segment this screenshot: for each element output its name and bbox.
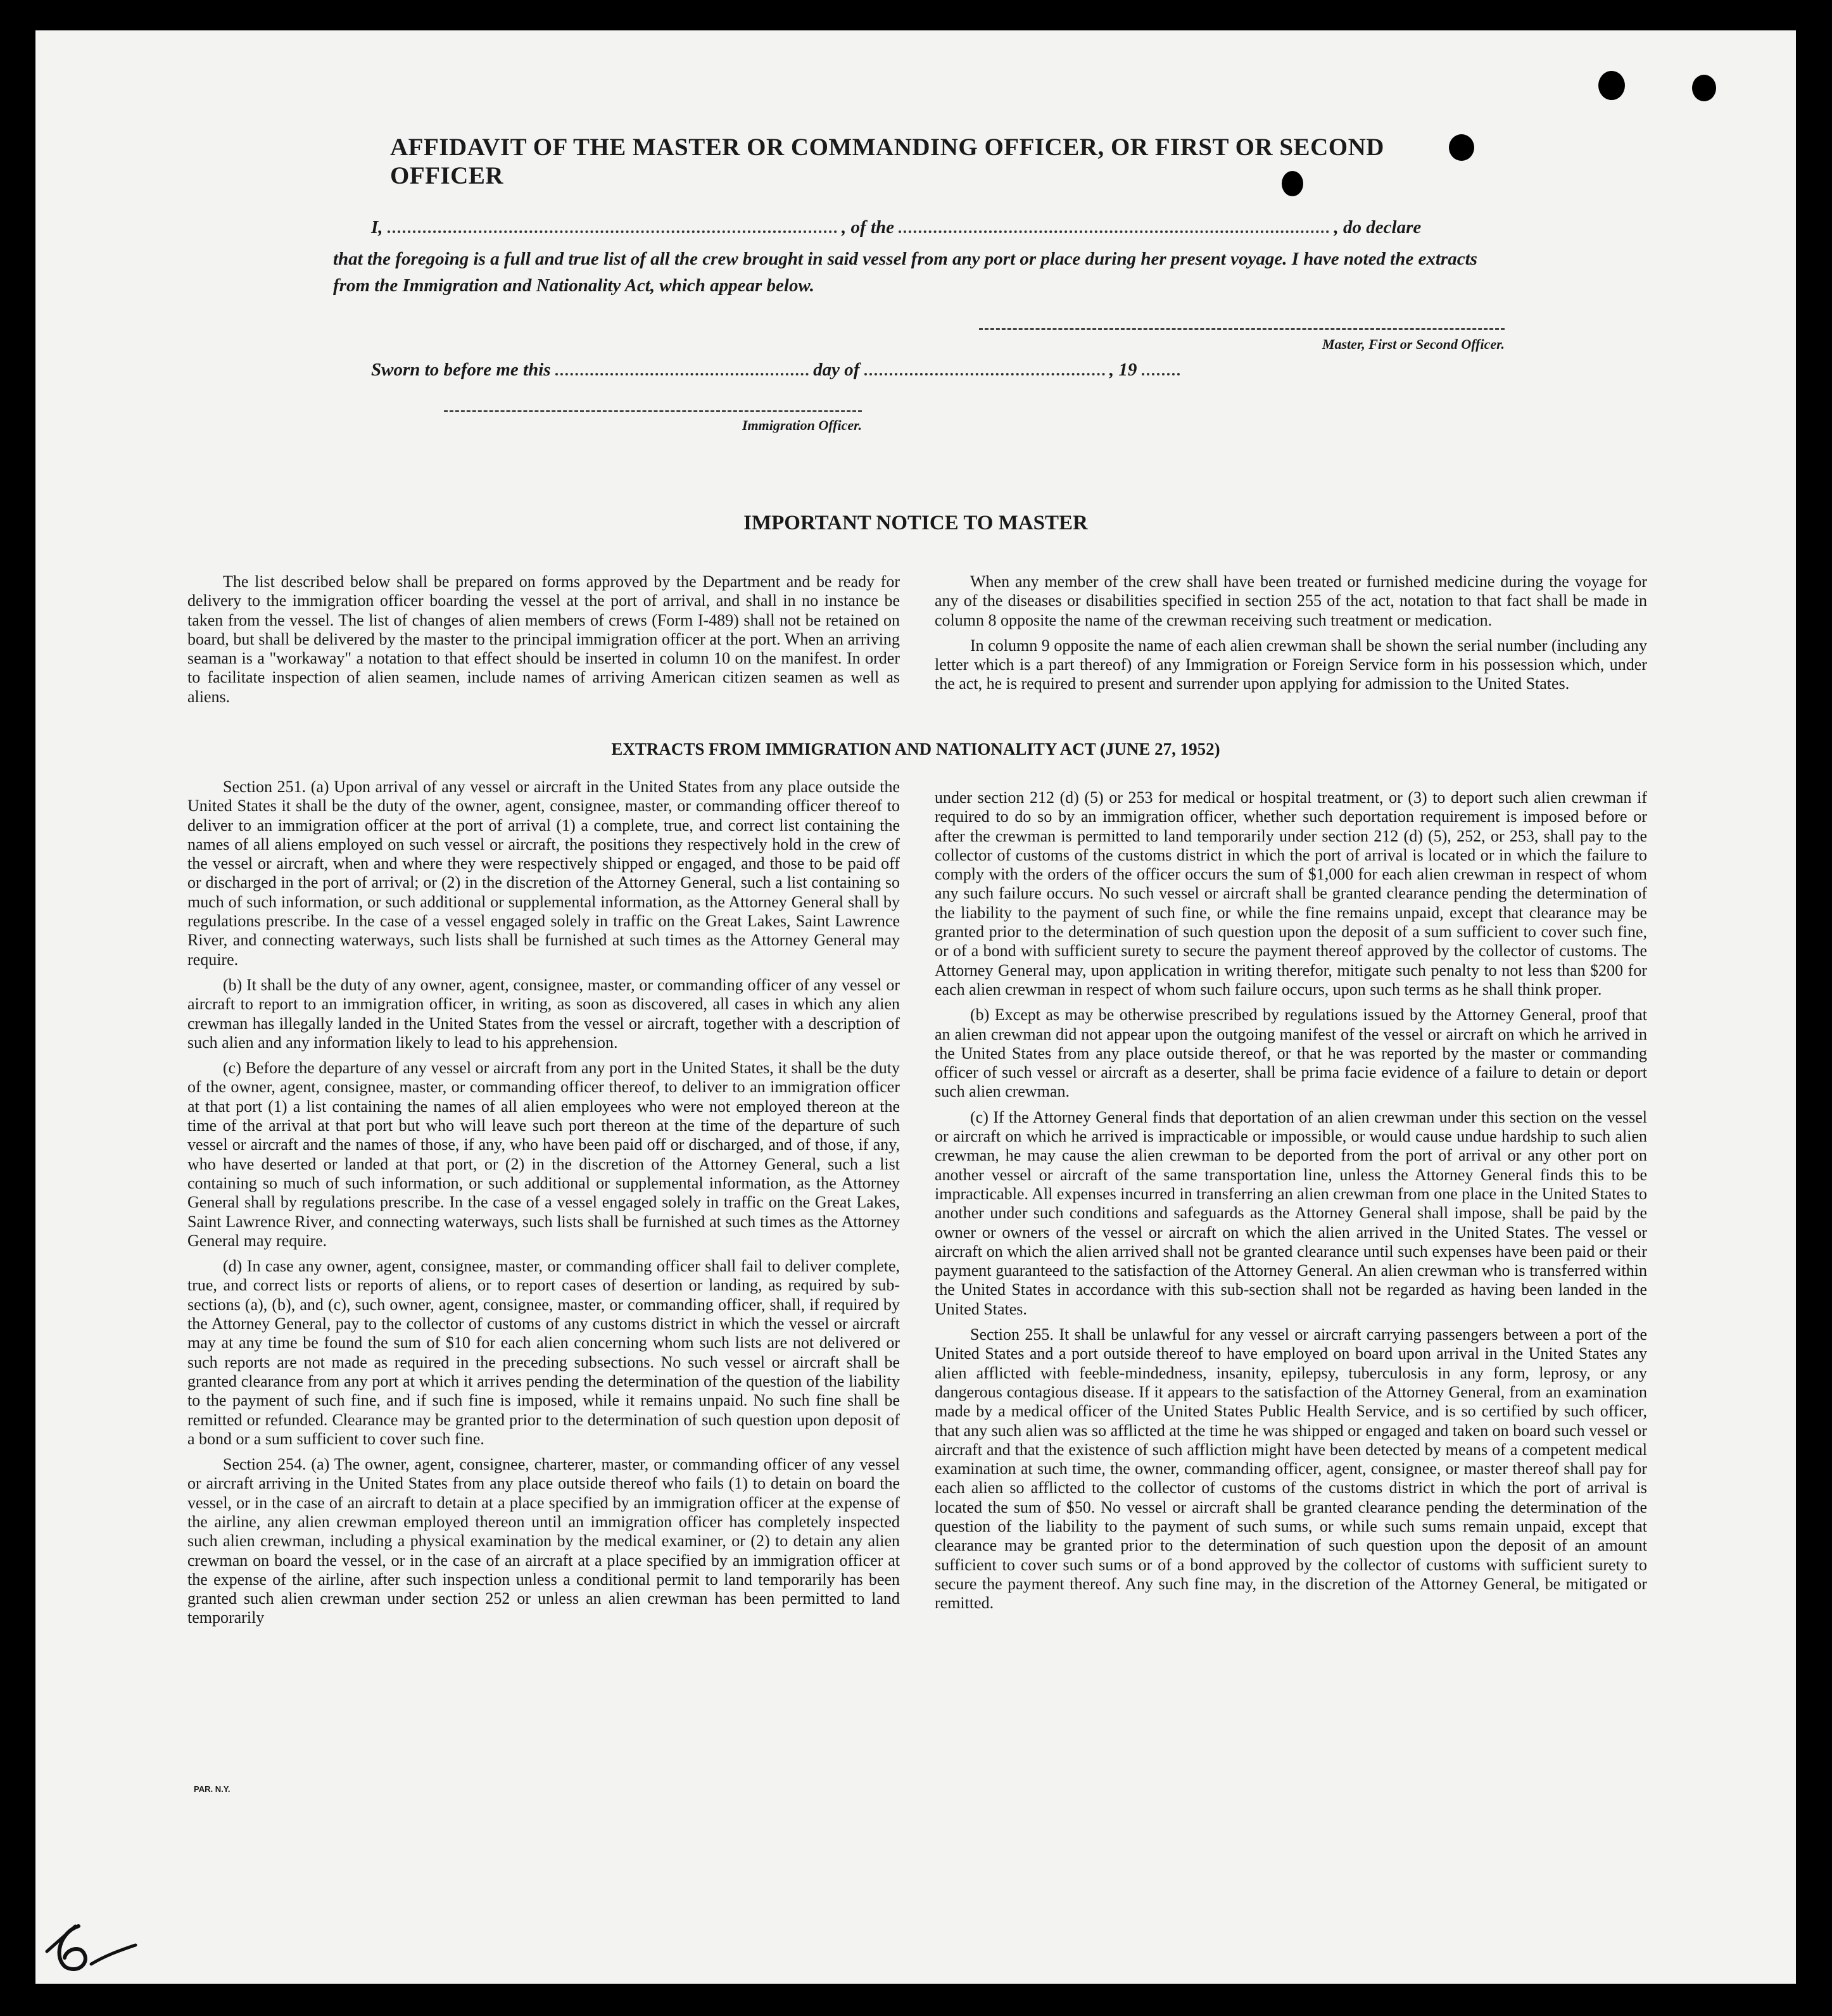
declaration-statement: that the foregoing is a full and true list of all the crew brought in said vessel from any port or place during her present voyage. I have noted the extracts from the Immigration and Nationality Act, which appear below. — [333, 249, 1477, 296]
year-label: , 19 — [1109, 360, 1137, 380]
notice-paragraph: In column 9 opposite the name of each alien crewman shall be shown the serial number (including any letter which is a part thereof) of any Immigration or Foreign Service form in his possession which, under the act, he is required to present and surrender upon applying for admission to the United States. — [935, 636, 1647, 693]
declaration-line — [371, 217, 1511, 238]
master-signature-field[interactable] — [979, 328, 1505, 330]
sworn-year-field[interactable] — [1142, 370, 1180, 375]
declare-label: , do declare — [1334, 217, 1422, 237]
extracts-title: EXTRACTS FROM IMMIGRATION AND NATIONALITY ACT (JUNE 27, 1952) — [611, 740, 1220, 759]
section-paragraph: (c) Before the departure of any vessel or aircraft from any port in the United States, it shall be the duty of the owner, agent, consignee, master, or commanding officer thereof, to deliver to an immigration officer at that port (1) a list containing the names of all alien employees who were not employed thereon at the time of the arrival at that port but who will leave such port thereon at the time of the departure of such vessel or aircraft and the names of those, if any, who have been paid off or discharged, and of those, if any, who have deserted or landed at that port, or (2) in the discretion of the Attorney General, such a list containing so much of such information, or such additional or supplemental information, as the Attorney General shall by regulations prescribe. In the case of a vessel engaged solely in traffic on the Great Lakes, Saint Lawrence River, and connecting waterways, such lists shall be furnished at such times as the Attorney General may require. — [187, 1059, 900, 1250]
immigration-officer-label: Immigration Officer. — [742, 417, 862, 433]
section-paragraph: Section 254. (a) The owner, agent, consignee, charterer, master, or commanding officer of any vessel or aircraft arriving in the United States from any place outside thereof who fails (1) to detain on board the vessel, or in the case of an aircraft to detain at a place specified by an immigration officer at the expense of the airline, any alien crewman employed thereon until an immigration officer has completely inspected such alien crewman, including a physical examination by the medical examiner, or (2) to detain any alien crewman on board the vessel, or in the case of an aircraft at a place specified by an immigration officer at the expense of the airline, after such inspection unless a conditional permit to land temporarily has been granted such alien crewman under section 252 or unless an alien crewman has been permitted to land temporarily — [187, 1455, 900, 1627]
document-page — [35, 30, 1796, 1984]
sworn-line — [371, 360, 1258, 381]
master-signature-block — [979, 328, 1505, 353]
section-paragraph: under section 212 (d) (5) or 253 for medical or hospital treatment, or (3) to deport such alien crewman if required to do so by an immigration officer, whether such deportation requirement is imposed before or after the crewman is permitted to land temporarily under section 212 (d) (5), 252, or 253, shall pay to the collector of customs of the customs district in which the port of arrival is located or in which the failure to comply with the orders of the officer occurs the sum of $1,000 for each alien crewman in respect of whom any such failure occurs. No such vessel or aircraft shall be granted clearance pending the determination of the liability to the payment of such fine, or while the fine remains unpaid, except that clearance may be granted prior to the determination of such question upon the deposit of a sum sufficient to cover such fine, or of a bond with sufficient surety to secure the payment thereof approved by the collector of customs. The Attorney General may, upon application in writing therefor, mitigate such penalty to not less than $200 for each alien crewman in respect of whom such failure occurs, upon such terms as he shall think proper. — [935, 788, 1647, 999]
notice-right-column — [935, 572, 1647, 700]
sworn-label: Sworn to before me this — [371, 360, 551, 380]
handwritten-number-drawing — [41, 1913, 155, 1983]
section-paragraph: (c) If the Attorney General finds that deportation of an alien crewman under this section on the vessel or aircraft on which he arrived is impracticable or impossible, or would cause undue hardship to such alien crewman, he may cause the alien crewman to be deported from the port of arrival or any other port on another vessel or aircraft of the same transportation line, unless the Attorney General finds this to be impracticable. All expenses incurred in transferring an alien crewman from one place in the United States to another under such conditions and safeguards as the Attorney General shall impose, shall be paid by the owner or owners of the vessel or aircraft on which the alien arrived in the United States. The vessel or aircraft on which the alien arrived shall not be granted clearance until such expenses have been paid or their payment guaranteed to the satisfaction of the Attorney General. An alien crewman who is transferred within the United States in accordance with this sub-section shall not be regarded as having been landed in the United States. — [935, 1107, 1647, 1318]
sworn-day-field[interactable] — [555, 370, 809, 375]
section-paragraph: (b) It shall be the duty of any owner, agent, consignee, master, or commanding officer of any vessel or aircraft to report to an immigration officer, in writing, as soon as discovered, all cases in which any alien crewman has illegally landed in the United States from the vessel or aircraft, together with a description of such alien and any information likely to lead to his apprehension. — [187, 975, 900, 1052]
sworn-month-field[interactable] — [864, 370, 1105, 375]
section-paragraph: (d) In case any owner, agent, consignee, master, or commanding officer shall fail to deliver complete, true, and correct lists or reports of aliens, or to report cases of desertion or landing, as required by sub-sections (a), (b), and (c), such owner, agent, consignee, master, or commanding officer, shall, if required by the Attorney General, pay to the collector of customs of any customs district in which the vessel or aircraft may at any time be found the sum of $10 for each alien concerning whom such lists are not delivered or such reports are not made as required in the preceding subsections. No such vessel or aircraft shall be granted clearance from any port at which it arrives pending the determination of the question of the liability to the payment of such fine, and if such fine is imposed, while it remains unpaid. No such fine shall be remitted or refunded. Clearance may be granted prior to the determination of such question upon deposit of a bond or a sum sufficient to cover such fine. — [187, 1257, 900, 1448]
section-paragraph: Section 251. (a) Upon arrival of any vessel or aircraft in the United States from any place outside the United States it shall be the duty of the owner, agent, consignee, master, or commanding officer thereof to deliver to an immigration officer at the port of arrival (1) a complete, true, and correct list containing the names of all aliens employed on such vessel or aircraft, the positions they respectively hold in the crew of the vessel or aircraft, when and where they were respectively shipped or engaged, and those to be paid off or discharged in the port of arrival; or (2) in the discretion of the Attorney General, such a list containing so much of such information, or such additional or supplemental information, as the Attorney General shall by regulations prescribe. In the case of a vessel engaged solely in traffic on the Great Lakes, Saint Lawrence River, and connecting waterways, such lists shall be furnished at such times as the Attorney General may require. — [187, 778, 900, 969]
punch-hole — [1692, 75, 1716, 101]
day-of-label: day of — [813, 360, 860, 380]
extracts-left-column — [187, 778, 900, 1634]
notice-title: IMPORTANT NOTICE TO MASTER — [743, 512, 1088, 534]
immigration-officer-signature-block — [444, 410, 862, 434]
section-paragraph: Section 255. It shall be unlawful for any vessel or aircraft carrying passengers between a port of the United States and a port outside thereof to have employed on board upon arrival in the United States any alien afflicted with feeble-mindedness, insanity, epilepsy, tuberculosis in any form, leprosy, or any dangerous contagious disease. If it appears to the satisfaction of the Attorney General, from an examination made by a medical officer of the United States Public Health Service, and is so certified by such officer, that any such alien was so afflicted at the time he was shipped or engaged and taken on board such vessel or aircraft and that the existence of such affliction might have been detected by means of a competent medical examination at such time, the owner, commanding officer, agent, consignee, or master thereof shall pay for each alien so afflicted to the collector of customs of the customs district in which the port of arrival is located the sum of $50. No vessel or aircraft shall be granted clearance pending the determination of the question of the liability to the payment of such sums, or while such sums remain unpaid, except that clearance may be granted prior to the determination of such question upon the deposit of an amount sufficient to cover such sums or of a bond approved by the collector of customs with sufficient surety to secure the payment thereof. Any such fine may, in the discretion of the Attorney General, be mitigated or remitted. — [935, 1325, 1647, 1613]
declarant-name-field[interactable] — [388, 228, 837, 233]
printer-mark: PAR. N.Y. — [194, 1784, 231, 1794]
notice-paragraph: When any member of the crew shall have been treated or furnished medicine during the voyage for any of the diseases or disabilities specified in section 255 of the act, notation to that fact shall be made in column 8 opposite the name of the crewman receiving such treatment or medication. — [935, 572, 1647, 629]
affidavit-title: AFFIDAVIT OF THE MASTER OR COMMANDING OFFICER, OR FIRST OR SECOND OFFICER — [390, 134, 1384, 189]
section-paragraph: (b) Except as may be otherwise prescribed by regulations issued by the Attorney General, proof that an alien crewman did not appear upon the outgoing manifest of the vessel or aircraft on which he arrived in the United States from any place outside thereof, or that he was reported by the master or commanding officer of such vessel or aircraft as a deserter, shall be prima facie evidence of a failure to detain or deport such alien crewman. — [935, 1005, 1647, 1101]
notice-left-column — [187, 572, 900, 713]
notice-paragraph: The list described below shall be prepared on forms approved by the Department and be ready for delivery to the immigration officer boarding the vessel at the port of arrival, and shall in no instance be taken from the vessel. The list of changes of alien members of crews (Form I-489) shall not be retained on board, but shall be delivered by the master to the principal immigration officer at the port. When an arriving seaman is a "workaway" a notation to that effect should be inserted in column 10 on the manifest. In order to facilitate inspection of alien seamen, include names of arriving American citizen seamen as well as aliens. — [187, 572, 900, 706]
handwritten-page-number — [41, 1913, 155, 1986]
immigration-officer-signature-field[interactable] — [444, 410, 862, 412]
declarant-label: I, — [371, 217, 383, 237]
vessel-label: , of the — [842, 217, 895, 237]
vessel-name-field[interactable] — [899, 228, 1329, 233]
extracts-right-column — [935, 788, 1647, 1619]
punch-hole — [1598, 71, 1625, 100]
master-signature-label: Master, First or Second Officer. — [1322, 336, 1505, 352]
